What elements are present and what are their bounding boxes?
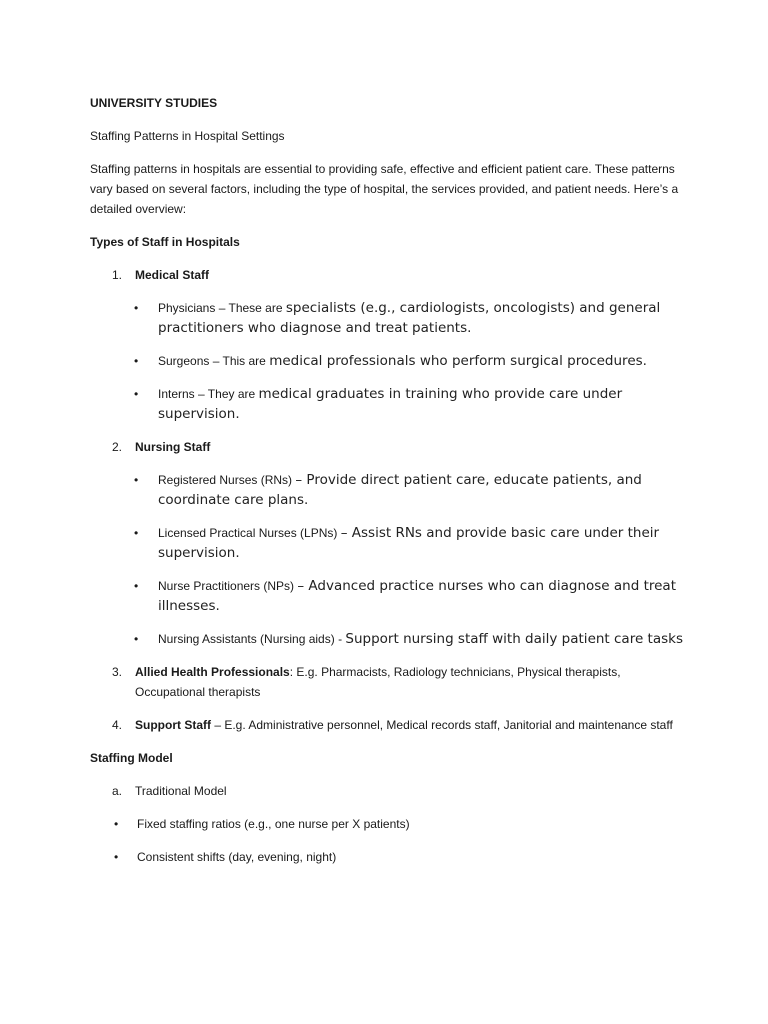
item-term: Registered Nurses (RNs) bbox=[158, 473, 296, 487]
item-description: medical professionals who perform surgical procedures. bbox=[269, 353, 647, 369]
list-item bbox=[90, 384, 690, 424]
item-text: Fixed staffing ratios (e.g., one nurse per X patients) bbox=[137, 817, 410, 831]
medical-staff-list bbox=[90, 298, 690, 424]
numbered-item-support-staff bbox=[90, 715, 690, 735]
item-number: 2. bbox=[112, 440, 123, 454]
item-text: – E.g. Administrative personnel, Medical records staff, Janitorial and maintenance staff bbox=[211, 718, 673, 732]
list-item bbox=[90, 847, 690, 867]
item-text: : E.g. Pharmacists, Radiology technicians, Physical therapists, Occupational therapists bbox=[135, 665, 621, 699]
item-label: Support Staff bbox=[135, 718, 211, 732]
list-item bbox=[90, 470, 690, 510]
numbered-item-medical-staff bbox=[90, 265, 690, 285]
item-description: specialists (e.g., cardiologists, oncologists) and general practitioners who diagnose and treat patients. bbox=[158, 300, 661, 336]
item-term: Licensed Practical Nurses (LPNs) bbox=[158, 526, 341, 540]
item-term: Interns – They are bbox=[158, 387, 259, 401]
document-title: UNIVERSITY STUDIES bbox=[90, 96, 218, 110]
item-text: Consistent shifts (day, evening, night) bbox=[137, 850, 337, 864]
list-item bbox=[90, 629, 690, 649]
numbered-item-allied-health bbox=[90, 662, 690, 702]
list-item bbox=[90, 351, 690, 371]
bullet-icon: • bbox=[114, 850, 119, 864]
item-letter: a. bbox=[112, 784, 123, 798]
item-description: medical graduates in training who provide care under supervision. bbox=[158, 386, 623, 422]
item-description: – Provide direct patient care, educate patients, and coordinate care plans. bbox=[158, 472, 642, 508]
bullet-icon: • bbox=[134, 579, 139, 593]
bullet-icon: • bbox=[134, 301, 139, 315]
lettered-item-traditional-model bbox=[90, 781, 690, 801]
item-description: – Advanced practice nurses who can diagnose and treat illnesses. bbox=[158, 578, 677, 614]
item-number: 3. bbox=[112, 665, 123, 679]
numbered-item-nursing-staff bbox=[90, 437, 690, 457]
item-description: Support nursing staff with daily patient care tasks bbox=[345, 631, 684, 647]
item-number: 1. bbox=[112, 268, 123, 282]
item-label: Medical Staff bbox=[135, 268, 210, 282]
bullet-icon: • bbox=[134, 354, 139, 368]
item-description: – Assist RNs and provide basic care under their supervision. bbox=[158, 525, 660, 561]
item-term: Surgeons – This are bbox=[158, 354, 270, 368]
traditional-model-list bbox=[90, 814, 690, 867]
list-item bbox=[90, 576, 690, 616]
staffing-model-heading: Staffing Model bbox=[90, 751, 173, 765]
bullet-icon: • bbox=[134, 526, 139, 540]
item-term: Nurse Practitioners (NPs) bbox=[158, 579, 298, 593]
list-item bbox=[90, 298, 690, 338]
bullet-icon: • bbox=[134, 387, 139, 401]
item-label: Traditional Model bbox=[135, 784, 227, 798]
document-subtitle: Staffing Patterns in Hospital Settings bbox=[90, 129, 285, 143]
document-body bbox=[90, 93, 690, 880]
item-term: Nursing Assistants (Nursing aids) - bbox=[158, 632, 346, 646]
item-label: Nursing Staff bbox=[135, 440, 211, 454]
list-item bbox=[90, 523, 690, 563]
list-item bbox=[90, 814, 690, 834]
item-number: 4. bbox=[112, 718, 123, 732]
bullet-icon: • bbox=[114, 817, 119, 831]
intro-paragraph: Staffing patterns in hospitals are essential to providing safe, effective and efficient patient care. These patterns vary based on several factors, including the type of hospital, the services provided, and patient needs. Here’s a detailed overview: bbox=[90, 162, 679, 216]
bullet-icon: • bbox=[134, 473, 139, 487]
item-term: Physicians – These are bbox=[158, 301, 286, 315]
item-label: Allied Health Professionals bbox=[135, 665, 290, 679]
bullet-icon: • bbox=[134, 632, 139, 646]
types-heading: Types of Staff in Hospitals bbox=[90, 235, 240, 249]
nursing-staff-list bbox=[90, 470, 690, 649]
